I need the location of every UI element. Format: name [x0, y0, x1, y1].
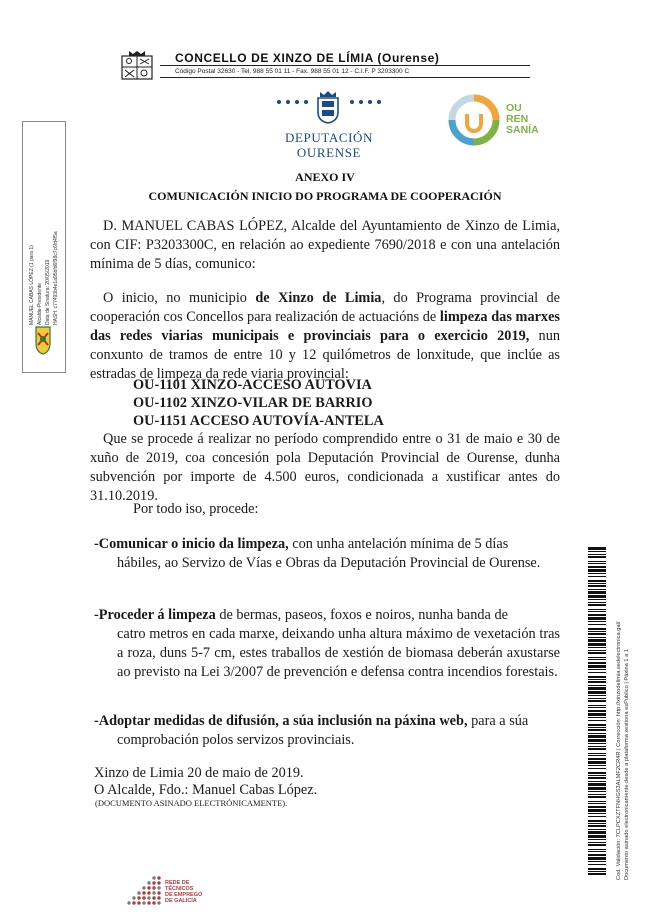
p2-part-c: , do Programa provincial de cooperación cos Concellos para realización de actuacións de	[90, 290, 560, 325]
action-comunicar-text-1: con unha antelación mínima de 5 días	[288, 536, 509, 552]
footer-line-1: REDE DE	[165, 880, 190, 886]
period-paragraph: Que se procede á realizar no período comprendido entre o 31 de maio e 30 de xuño de 2019, coa concesión pola Deputación Provincial de Ourense, dunha subvención por importe de 4.500 euros, condicionada a xustificar antes do 31.10.2019.	[90, 431, 560, 504]
signer-line: O Alcalde, Fdo.: Manuel Cabas López.	[94, 782, 318, 798]
deputacion-dots-right	[350, 100, 381, 104]
seal-line-4: HASH: c77493b4e1a95bfd6f98c7c6fd4f5a	[53, 231, 59, 325]
action-comunicar-head: -Comunicar o inicio da limpeza,	[94, 536, 289, 552]
footer-line-4: DE GALICIA	[165, 898, 197, 904]
rede-tecnicos-logo-icon	[121, 875, 161, 907]
deputacion-name	[275, 130, 383, 160]
action-limpeza-text-2: catro metros en cada marxe, deixando unha altura máximo de vexetación tras a roza, duns 5-7 cm, estes traballos de xestión de biomasa deberán axustarse ao previsto na Lei 3/2007 de prevención e defensa contra incendios forestais.	[117, 626, 560, 680]
electronic-signature-note: (DOCUMENTO ASINADO ELECTRÓNICAMENTE).	[95, 798, 288, 808]
action-limpeza-head: -Proceder á limpeza	[94, 607, 216, 623]
place-date: Xinzo de Limia 20 de maio de 2019.	[94, 765, 304, 781]
rede-tecnicos-wordmark	[165, 880, 202, 904]
signature-seal-text	[29, 130, 63, 330]
road-item-3: OU-1151 ACCESO AUTOVÍA-ANTELA	[133, 413, 384, 429]
action-comunicar-text-2: hábiles, ao Servizo de Vías e Obras da Deputación Provincial de Ourense.	[117, 555, 541, 571]
seal-emblem-icon	[33, 325, 53, 355]
action-difusion-text-2: comprobación polos servizos provinciais.	[117, 732, 355, 748]
procede-line: Por todo iso, procede:	[133, 501, 259, 517]
p2-part-a: O inicio, no municipio	[103, 290, 256, 306]
ourensania-line-1: OU	[506, 102, 522, 114]
barcode-icon	[588, 547, 606, 877]
concello-contact: Código Postal 32630 - Tel. 988 55 01 11 - Fax. 988 55 01 12 - C.I.F. P 3203300 C	[175, 68, 410, 75]
footer-line-3: DE EMPREGO	[165, 892, 203, 898]
program-paragraph	[90, 289, 560, 384]
deputacion-crest-icon	[314, 88, 342, 124]
p2-municipality: de Xinzo de Limia	[255, 290, 382, 306]
validation-line-1: Cod. Validación: 7CLPCXZTFNHGS3ALMF2CR4R | Corrección: http://xinzodelimia.sedelectronica.gal/	[616, 621, 622, 880]
action-item-limpeza	[94, 606, 560, 682]
concello-crest-icon	[121, 50, 153, 80]
action-item-comunicar	[94, 535, 560, 573]
seal-line-1: MANUEL CABAS LÓPEZ (1 para 1)	[29, 245, 35, 325]
p2-program-scope: limpeza das marxes das redes viarias municipais e provinciais para o exercicio 2019,	[90, 309, 560, 344]
action-item-difusion	[94, 712, 560, 750]
ourensania-line-3: SANÍA	[506, 124, 539, 136]
intro-paragraph: D. MANUEL CABAS LÓPEZ, Alcalde del Ayuntamiento de Xinzo de Limia, con CIF: P3203300C, en relación ao expediente 7690/2018 e con una antelación mínima de 5 días, comunico:	[90, 218, 560, 272]
footer-line-2: TÉCNICOS	[165, 886, 194, 892]
action-limpeza-text-1: de bermas, paseos, foxos e noiros, nunha banda de	[215, 607, 508, 623]
annex-title: ANEXO IV	[295, 170, 355, 184]
road-item-1: OU-1101 XINZO-ACCESO AUTOVIA	[133, 377, 372, 393]
validation-line-2: Documento asinado electronicamente desde a plataforma xestiona esPublico | Páxina 1 a 1	[624, 648, 630, 880]
road-list	[133, 376, 384, 430]
concello-title: CONCELLO DE XINZO DE LÍMIA (Ourense)	[175, 51, 440, 65]
deputacion-line1: DEPUTACIÓN	[284, 130, 373, 145]
ourensania-wordmark	[506, 103, 539, 136]
ourensania-logo-icon	[446, 92, 502, 148]
deputacion-dots-left	[277, 100, 308, 104]
p2-part-e: nun conxunto de tramos de entre 10 y 12 quilómetros de lonxitude, que inclúe as estradas de limpeza da rede viaria provincial:	[90, 328, 560, 382]
seal-line-3: Data de Sinatura: 20/05/2019	[45, 259, 51, 325]
document-subtitle: COMUNICACIÓN INICIO DO PROGRAMA DE COOPERACIÓN	[148, 189, 502, 203]
action-difusion-head: -Adoptar medidas de difusión, a súa inclusión na páxina web,	[94, 713, 468, 729]
header-rule-top	[160, 65, 530, 66]
header-rule-bottom	[160, 77, 530, 78]
ourensania-line-2: REN	[506, 113, 529, 125]
action-difusion-text-1: para a súa	[467, 713, 529, 729]
seal-line-2: Alcalde-Presidente	[37, 283, 43, 325]
road-item-2: OU-1102 XINZO-VILAR DE BARRIO	[133, 395, 373, 411]
deputacion-line2: OURENSE	[296, 145, 362, 160]
